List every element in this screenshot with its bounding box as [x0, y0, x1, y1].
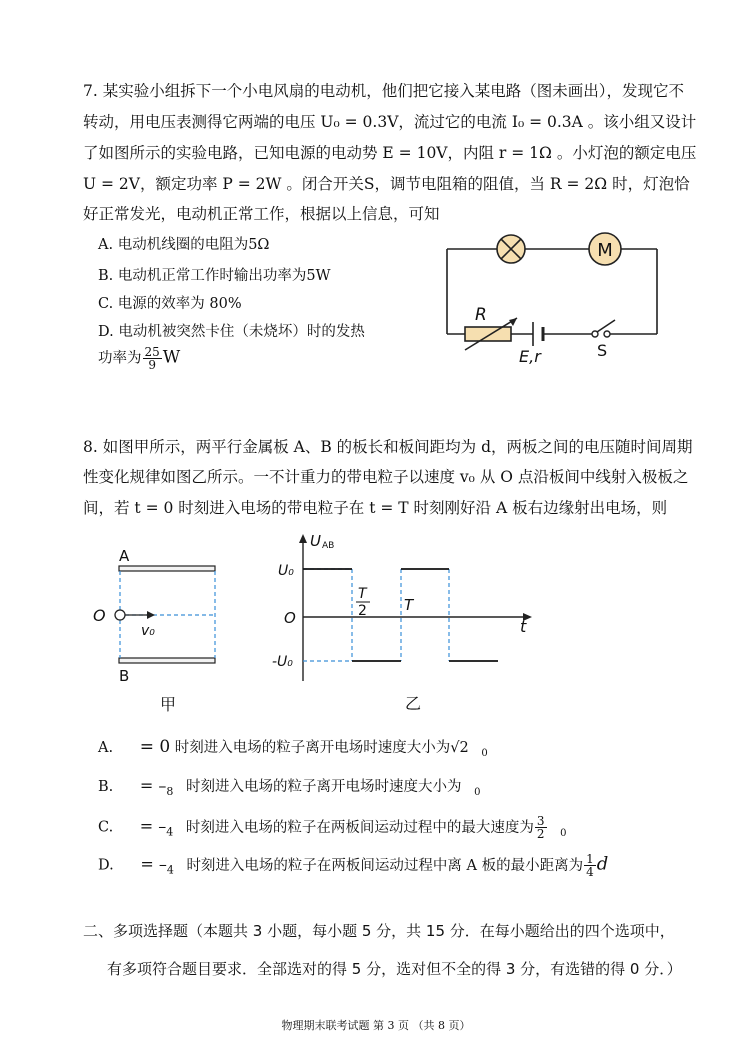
y-axis-subscript: AB — [322, 541, 335, 551]
option-tail: d — [596, 853, 609, 875]
q7-option-b — [98, 264, 331, 285]
q8-option-d — [98, 853, 608, 878]
option-text: 电动机正常工作时输出功率为5W — [117, 268, 331, 284]
option-lead: = – — [139, 816, 167, 836]
t-full-label: T — [404, 596, 414, 614]
plate-a — [119, 566, 215, 571]
option-text: 电动机被突然卡住（未烧坏）时的发热 — [118, 324, 365, 340]
q7-option-c — [98, 292, 242, 313]
option-lead: = – — [140, 854, 167, 874]
option-label: D. — [98, 324, 114, 340]
rheostat-icon — [465, 318, 517, 350]
q7-option-a — [98, 233, 269, 254]
battery-icon — [533, 322, 543, 346]
option-tail: 0 — [481, 748, 488, 759]
velocity-arrow-icon — [147, 611, 155, 619]
motor-label: M — [597, 240, 613, 261]
fraction: $\frac{25}{9}$ — [144, 345, 160, 372]
q8-option-c — [98, 815, 567, 840]
option-label: B. — [98, 779, 114, 795]
option-text: 电源的效率为 80% — [117, 296, 242, 312]
plate-b-label: B — [119, 667, 130, 685]
fig-yi-voltage-graph — [270, 528, 540, 713]
source-label: E,r — [519, 347, 541, 366]
motor-icon — [589, 233, 621, 265]
q7-option-d-continued: 功率为 $\frac{25}{9}$ W — [98, 345, 181, 372]
option-tail: 0 — [560, 827, 567, 839]
q7-line-3: 了如图所示的实验电路，已知电源的电动势 E = 10V，内阻 r = 1Ω 。小灯泡的额定电压 — [83, 144, 697, 162]
option-label: B. — [98, 268, 114, 284]
t-half-denominator: 2 — [358, 603, 367, 619]
q7-line-2: 转动，用电压表测得它两端的电压 U₀ = 0.3V，流过它的电流 I₀ = 0.3A 。该小组又设计 — [83, 113, 697, 131]
q8-line-2: 性变化规律如图乙所示。一不计重力的带电粒子以速度 v₀ 从 O 点沿板间中线射入极板之 — [83, 468, 689, 486]
neg-u0-label: -U₀ — [272, 654, 293, 670]
option-lead-denominator: 4 — [166, 863, 174, 877]
q7-circuit-diagram — [435, 222, 675, 372]
q7-option-d — [98, 320, 365, 341]
q7-line-1: 7. 某实验小组拆下一个小电风扇的电动机，他们把它接入某电路（图未画出），发现它不 — [83, 82, 684, 100]
option-text: 功率为 — [98, 350, 142, 367]
option-tail: 0 — [474, 787, 481, 798]
option-text: 时刻进入电场的粒子在两板间运动过程中离 A 板的最小距离为 — [186, 857, 584, 874]
option-label: A. — [98, 740, 114, 756]
switch-label: S — [597, 341, 608, 360]
option-label: C. — [98, 296, 114, 312]
q8-line-1: 8. 如图甲所示，两平行金属板 A、B 的板长和板间距均为 d，两板之间的电压随时间周期 — [83, 438, 693, 456]
section-2-heading-line-1: 二、多项选择题（本题共 3 小题，每小题 5 分，共 15 分．在每小题给出的四个选项中， — [83, 922, 675, 940]
q8-option-a — [98, 736, 488, 759]
option-label: D. — [98, 857, 114, 874]
t-half-numerator: T — [358, 586, 367, 602]
option-text: 时刻进入电场的粒子在两板间运动过程中的最大速度为 — [185, 819, 534, 836]
q7-line-5: 好正常发光，电动机正常工作，根据以上信息，可知 — [83, 205, 440, 223]
fraction: $\frac{1}{4}$ — [586, 852, 594, 879]
u0-label: U₀ — [278, 563, 294, 579]
option-lead: = – — [139, 776, 167, 795]
origin-label: O — [284, 609, 296, 627]
fig-jia-plates — [85, 545, 235, 715]
option-lead: = 0 — [139, 737, 171, 757]
option-text: 电动机线圈的电阻为5Ω — [117, 237, 270, 253]
option-lead-denominator: 4 — [166, 825, 174, 839]
velocity-label: v₀ — [141, 623, 155, 639]
resistor-label: R — [475, 305, 487, 325]
q8-line-3: 间，若 t = 0 时刻进入电场的带电粒子在 t = T 时刻刚好沿 A 板右边缘射出电场，则 — [83, 499, 668, 517]
option-lead-denominator: 8 — [166, 784, 174, 798]
option-label: C. — [98, 819, 114, 836]
option-label: A. — [98, 237, 114, 253]
plate-a-label: A — [119, 547, 130, 565]
y-axis-arrow-icon — [299, 534, 307, 543]
fraction: $\frac{3}{2}$ — [536, 814, 545, 841]
option-text: 时刻进入电场的粒子离开电场时速度大小为√2 — [174, 740, 469, 756]
option-text: 时刻进入电场的粒子离开电场时速度大小为 — [185, 779, 462, 795]
page-footer: 物理期末联考试题 第 3 页 （共 8 页） — [281, 1019, 471, 1032]
fig-jia-caption: 甲 — [160, 695, 177, 714]
point-o — [115, 610, 125, 620]
lamp-icon — [497, 235, 525, 263]
x-axis-label: t — [520, 617, 527, 636]
y-axis-label: U — [310, 532, 321, 550]
fig-yi-caption: 乙 — [405, 694, 422, 713]
section-2-heading-line-2: 有多项符合题目要求．全部选对的得 5 分，选对但不全的得 3 分，有选错的得 0 分．） — [107, 960, 682, 978]
q8-option-b — [98, 775, 480, 798]
q7-line-4: U = 2V，额定功率 P = 2W 。闭合开关S，调节电阻箱的阻值，当 R = 2Ω 时，灯泡恰 — [83, 175, 690, 193]
point-o-label: O — [93, 606, 106, 625]
plate-b — [119, 658, 215, 663]
